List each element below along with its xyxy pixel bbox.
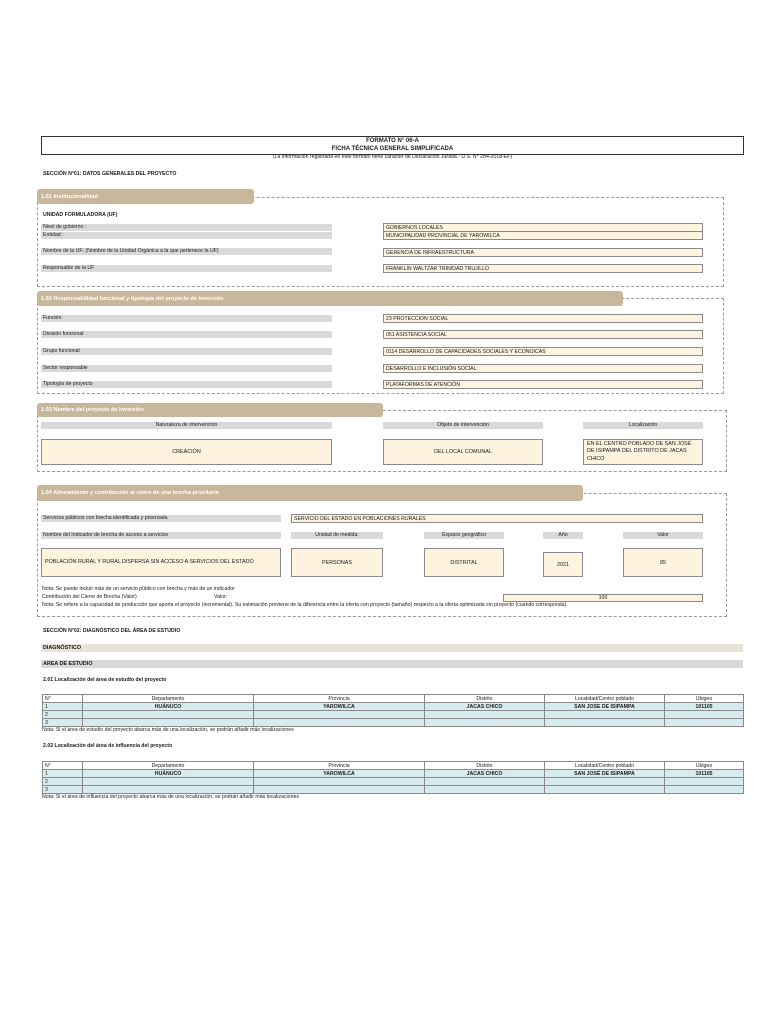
section1-title: SECCIÓN N°01: DATOS GENERALES DEL PROYECTO (43, 171, 177, 177)
cell[interactable] (254, 711, 425, 719)
sector-responsable-label: Sector responsable (41, 365, 332, 372)
cell[interactable]: YAROWILCA (254, 770, 425, 778)
col-provincia: Provincia (254, 695, 425, 703)
table-row (43, 778, 744, 786)
entidad-field[interactable]: MUNICIPALIDAD PROVINCIAL DE YAROWILCA (383, 231, 703, 240)
tipologia-field[interactable]: PLATAFORMAS DE ATENCIÓN (383, 380, 703, 389)
nombre-uf-field[interactable]: GERENCIA DE INFRAESTRUCTURA (383, 248, 703, 257)
table-header-row (43, 762, 744, 770)
table-row (43, 770, 744, 778)
cell[interactable] (83, 778, 254, 786)
cell[interactable]: SAN JOSÉ DE ISIPAMPA (545, 770, 665, 778)
col-distrito: Distrito (425, 762, 545, 770)
cell[interactable] (425, 711, 545, 719)
table-row (43, 711, 744, 719)
col-n: N° (43, 695, 83, 703)
contribucion-label: Contribución del Cierre de Brecha (Valor) (42, 594, 137, 600)
brecha-pill: 1.04 Alineamiento y contribución al cierre de una brecha prioritaria (37, 485, 583, 501)
cell: 1 (43, 703, 83, 711)
grupo-funcional-field[interactable]: 0114 DESARROLLO DE CAPACIDADES SOCIALES Y ECONOICAS (383, 347, 703, 356)
col-localidad: Localidad/Centro poblado (545, 695, 665, 703)
title-box (41, 136, 744, 155)
cell[interactable]: HUÁNUCO (83, 703, 254, 711)
inst-pill: 1.01 Institucionalidad (37, 189, 254, 204)
cell: 2 (43, 778, 83, 786)
estudio-table (42, 694, 744, 727)
table-row (43, 786, 744, 794)
nombre-uf-label: Nombre de la UF: (Nombre de la Unidad Orgánica a la que pertenece la UF) (41, 248, 332, 255)
cell: 2 (43, 711, 83, 719)
table-row (43, 719, 744, 727)
responsable-uf-label: Responsable de la UF (41, 265, 332, 272)
cell[interactable]: JACAS CHICO (425, 770, 545, 778)
contribucion-valor-label: Valor: (214, 594, 228, 600)
anio-field[interactable]: 2021 (543, 552, 583, 577)
cell[interactable] (545, 786, 665, 794)
contribucion-field[interactable]: 100 (503, 594, 703, 602)
localizacion-field[interactable]: EN EL CENTRO POBLADO DE SAN JOSÉ DE ISIPAMPA DEL DISTRITO DE JACAS CHICO (583, 439, 703, 465)
cell: 3 (43, 719, 83, 727)
objeto-field[interactable]: DEL LOCAL COMUNAL (383, 439, 543, 465)
cell[interactable]: YAROWILCA (254, 703, 425, 711)
indicador-field[interactable]: POBLACIÓN RURAL Y RURAL DISPERSA SIN ACCESO A SERVICIOS DEL ESTADO (41, 548, 281, 577)
entidad-label: Entidad : (41, 232, 332, 239)
cell[interactable] (83, 719, 254, 727)
influencia-note: Nota: Si el área de influencia del proyecto abarca más de una localización, se podrán añadir más localizaciones (42, 794, 299, 800)
cell[interactable] (254, 786, 425, 794)
funcion-field[interactable]: 23 PROTECCION SOCIAL (383, 314, 703, 323)
func-pill: 1.02 Responsabilidad funcional y tipología del proyecto de inversión (37, 291, 623, 306)
tipologia-label: Tipología de proyecto (41, 381, 332, 388)
division-funcional-field[interactable]: 051 ASISTENCIA SOCIAL (383, 330, 703, 339)
col-distrito: Distrito (425, 695, 545, 703)
naturaleza-field[interactable]: CREACIÓN (41, 439, 332, 465)
col-provincia: Provincia (254, 762, 425, 770)
cell[interactable] (665, 719, 744, 727)
grupo-funcional-label: Grupo funcional (41, 348, 332, 355)
col-ubigeo: Ubigeo (665, 695, 744, 703)
servicios-label: Servicios públicos con brecha identificada y priorizada (41, 515, 281, 522)
cell[interactable] (425, 719, 545, 727)
cell[interactable]: HUÁNUCO (83, 770, 254, 778)
cell[interactable] (545, 778, 665, 786)
cell[interactable] (665, 786, 744, 794)
table-header-row (43, 695, 744, 703)
col-departamento: Departamento (83, 695, 254, 703)
unidad-field[interactable]: PERSONAS (291, 548, 383, 577)
influencia-table (42, 761, 744, 794)
naturaleza-header: Naturaleza de intervención (41, 422, 332, 429)
anio-header: Año (543, 532, 583, 539)
valor-header: Valor (623, 532, 703, 539)
cell[interactable] (254, 778, 425, 786)
col-ubigeo: Ubigeo (665, 762, 744, 770)
cell: 3 (43, 786, 83, 794)
cell[interactable] (545, 719, 665, 727)
nivel-gobierno-field[interactable]: GOBIERNOS LOCALES (383, 223, 703, 232)
indicador-label: Nombre del Indicador de brecha de acceso a servicios (41, 532, 281, 539)
cell[interactable] (254, 719, 425, 727)
section2-title: SECCIÓN N°02: DIAGNÓSTICO DEL ÁREA DE ESTUDIO (43, 628, 181, 634)
cell[interactable] (545, 711, 665, 719)
division-funcional-label: División funcional (41, 331, 332, 338)
cell[interactable] (83, 786, 254, 794)
cell[interactable]: JACAS CHICO (425, 703, 545, 711)
objeto-header: Objeto de intervención (383, 422, 543, 429)
funcion-label: Función (41, 315, 332, 322)
cell[interactable] (425, 786, 545, 794)
cell[interactable] (665, 711, 744, 719)
table-row (43, 703, 744, 711)
col-n: N° (43, 762, 83, 770)
col-departamento: Departamento (83, 762, 254, 770)
espacio-field[interactable]: DISTRITAL (424, 548, 504, 577)
unidad-header: Unidad de medida: (291, 532, 383, 539)
inst-frame (37, 197, 724, 287)
cell: 1 (43, 770, 83, 778)
influencia-table-title: 2.02 Localización del área de influencia del proyecto (43, 743, 173, 749)
responsable-uf-field[interactable]: FRANKLIN WALTZAR TRINIDAD TRUJILLO (383, 264, 703, 273)
cell[interactable]: 101105 (665, 703, 744, 711)
format-title: FORMATO N° 06-A (366, 138, 419, 144)
cell[interactable]: 101105 (665, 770, 744, 778)
form-title: FICHA TÉCNICA GENERAL SIMPLIFICADA (331, 146, 454, 152)
cell[interactable] (425, 778, 545, 786)
declaration-note: (La información registrada en este formato tiene carácter de Declaración Jurada - D.S. N° 284-2018-EF) (272, 154, 513, 160)
cell[interactable] (665, 778, 744, 786)
area-estudio-band: AREA DE ESTUDIO (41, 660, 743, 668)
col-localidad: Localidad/Centro poblado (545, 762, 665, 770)
brecha-note-2: Nota: Se refiere a la capacidad de producción que aporta el proyecto (incremental). Su estimación proviene de la diferencia entre la oferta con proyecto (tamaño) respecto a la oferta optimizada sin proyecto (cuando corresponda). (42, 602, 568, 608)
servicios-field[interactable]: SERVICIO DEL ESTADO EN POBLACIONES RURALES (291, 514, 703, 523)
estudio-table-title: 2.01 Localización del área de estudio del proyecto (43, 677, 167, 683)
cell[interactable] (83, 711, 254, 719)
sector-responsable-field[interactable]: DESARROLLO E INCLUSIÓN SOCIAL (383, 364, 703, 373)
espacio-header: Espacio geográfico (424, 532, 504, 539)
valor-field[interactable]: 85 (623, 548, 703, 577)
brecha-note-1: Nota: Se puede incluir más de un servicio público con brecha y más de un indicador (42, 586, 235, 592)
nivel-gobierno-label: Nivel de gobierno : (41, 224, 332, 231)
estudio-note: Nota: Si el área de estudio del proyecto abarca más de una localización, se podrán añadir más localizaciones (42, 727, 294, 733)
cell[interactable]: SAN JOSE DE ISIPAMPA (545, 703, 665, 711)
localizacion-header: Localización (583, 422, 703, 429)
nombre-pill: 1.03 Nombre del proyecto de inversión (37, 403, 383, 417)
diagnostico-band: DIAGNÓSTICO (41, 644, 743, 652)
uf-title: UNIDAD FORMULADORA (UF) (43, 212, 118, 218)
